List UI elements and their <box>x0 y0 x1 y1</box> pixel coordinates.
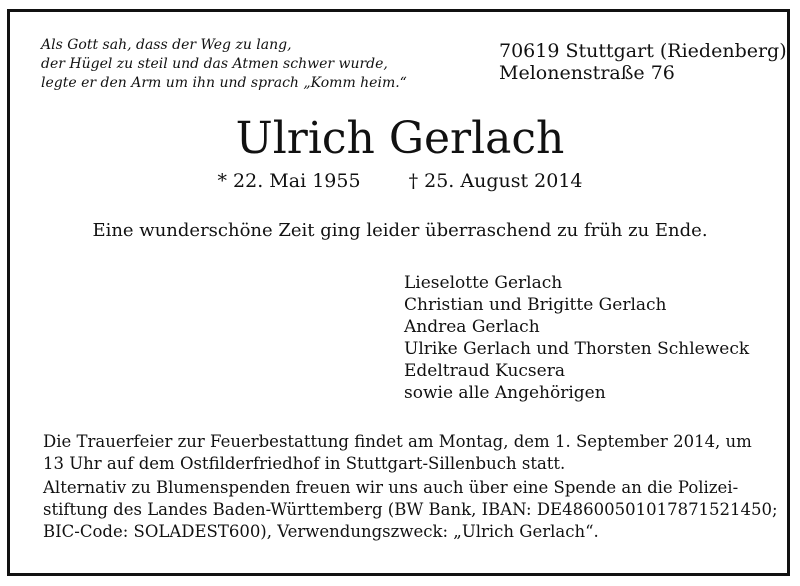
mourner-name: Ulrike Gerlach und Thorsten Schleweck <box>404 339 750 359</box>
funeral-line: Die Trauerfeier zur Feuerbestattung findet am Montag, dem 1. September 2014, um <box>43 432 752 451</box>
deceased-name: Ulrich Gerlach <box>235 113 565 164</box>
memorial-sentence: Eine wunderschöne Zeit ging leider überraschend zu früh zu Ende. <box>92 220 708 241</box>
address-city: 70619 Stuttgart (Riedenberg) <box>499 40 787 62</box>
donation-line: BIC-Code: SOLADEST600), Verwendungszweck: „Ulrich Gerlach“. <box>43 522 599 541</box>
donation-line: stiftung des Landes Baden-Württemberg (BW Bank, IBAN: DE48600501017871521450; <box>43 500 778 519</box>
address-street: Melonenstraße 76 <box>499 62 675 84</box>
birth-date: * 22. Mai 1955 <box>217 170 361 192</box>
funeral-paragraph <box>43 431 756 475</box>
mourner-name: Christian und Brigitte Gerlach <box>404 295 667 315</box>
poem-verse <box>41 36 407 93</box>
poem-line: legte er den Arm um ihn und sprach „Komm heim.“ <box>41 75 407 91</box>
mourner-name: Edeltraud Kucsera <box>404 361 565 381</box>
mourner-name: Andrea Gerlach <box>404 317 540 337</box>
family-address <box>499 40 787 84</box>
donation-line: Alternativ zu Blumenspenden freuen wir uns auch über eine Spende an die Polizei- <box>43 478 739 497</box>
poem-line: Als Gott sah, dass der Weg zu lang, <box>41 37 292 53</box>
funeral-line: 13 Uhr auf dem Ostfilderfriedhof in Stuttgart-Sillenbuch statt. <box>43 454 566 473</box>
mourners-list <box>404 272 749 404</box>
funeral-notice <box>43 431 778 545</box>
mourner-name: sowie alle Angehörigen <box>404 383 606 403</box>
life-dates <box>0 170 800 192</box>
mourner-name: Lieselotte Gerlach <box>404 273 563 293</box>
poem-line: der Hügel zu steil und das Atmen schwer wurde, <box>41 56 388 72</box>
donation-paragraph <box>43 477 778 543</box>
death-date: † 25. August 2014 <box>408 170 583 192</box>
